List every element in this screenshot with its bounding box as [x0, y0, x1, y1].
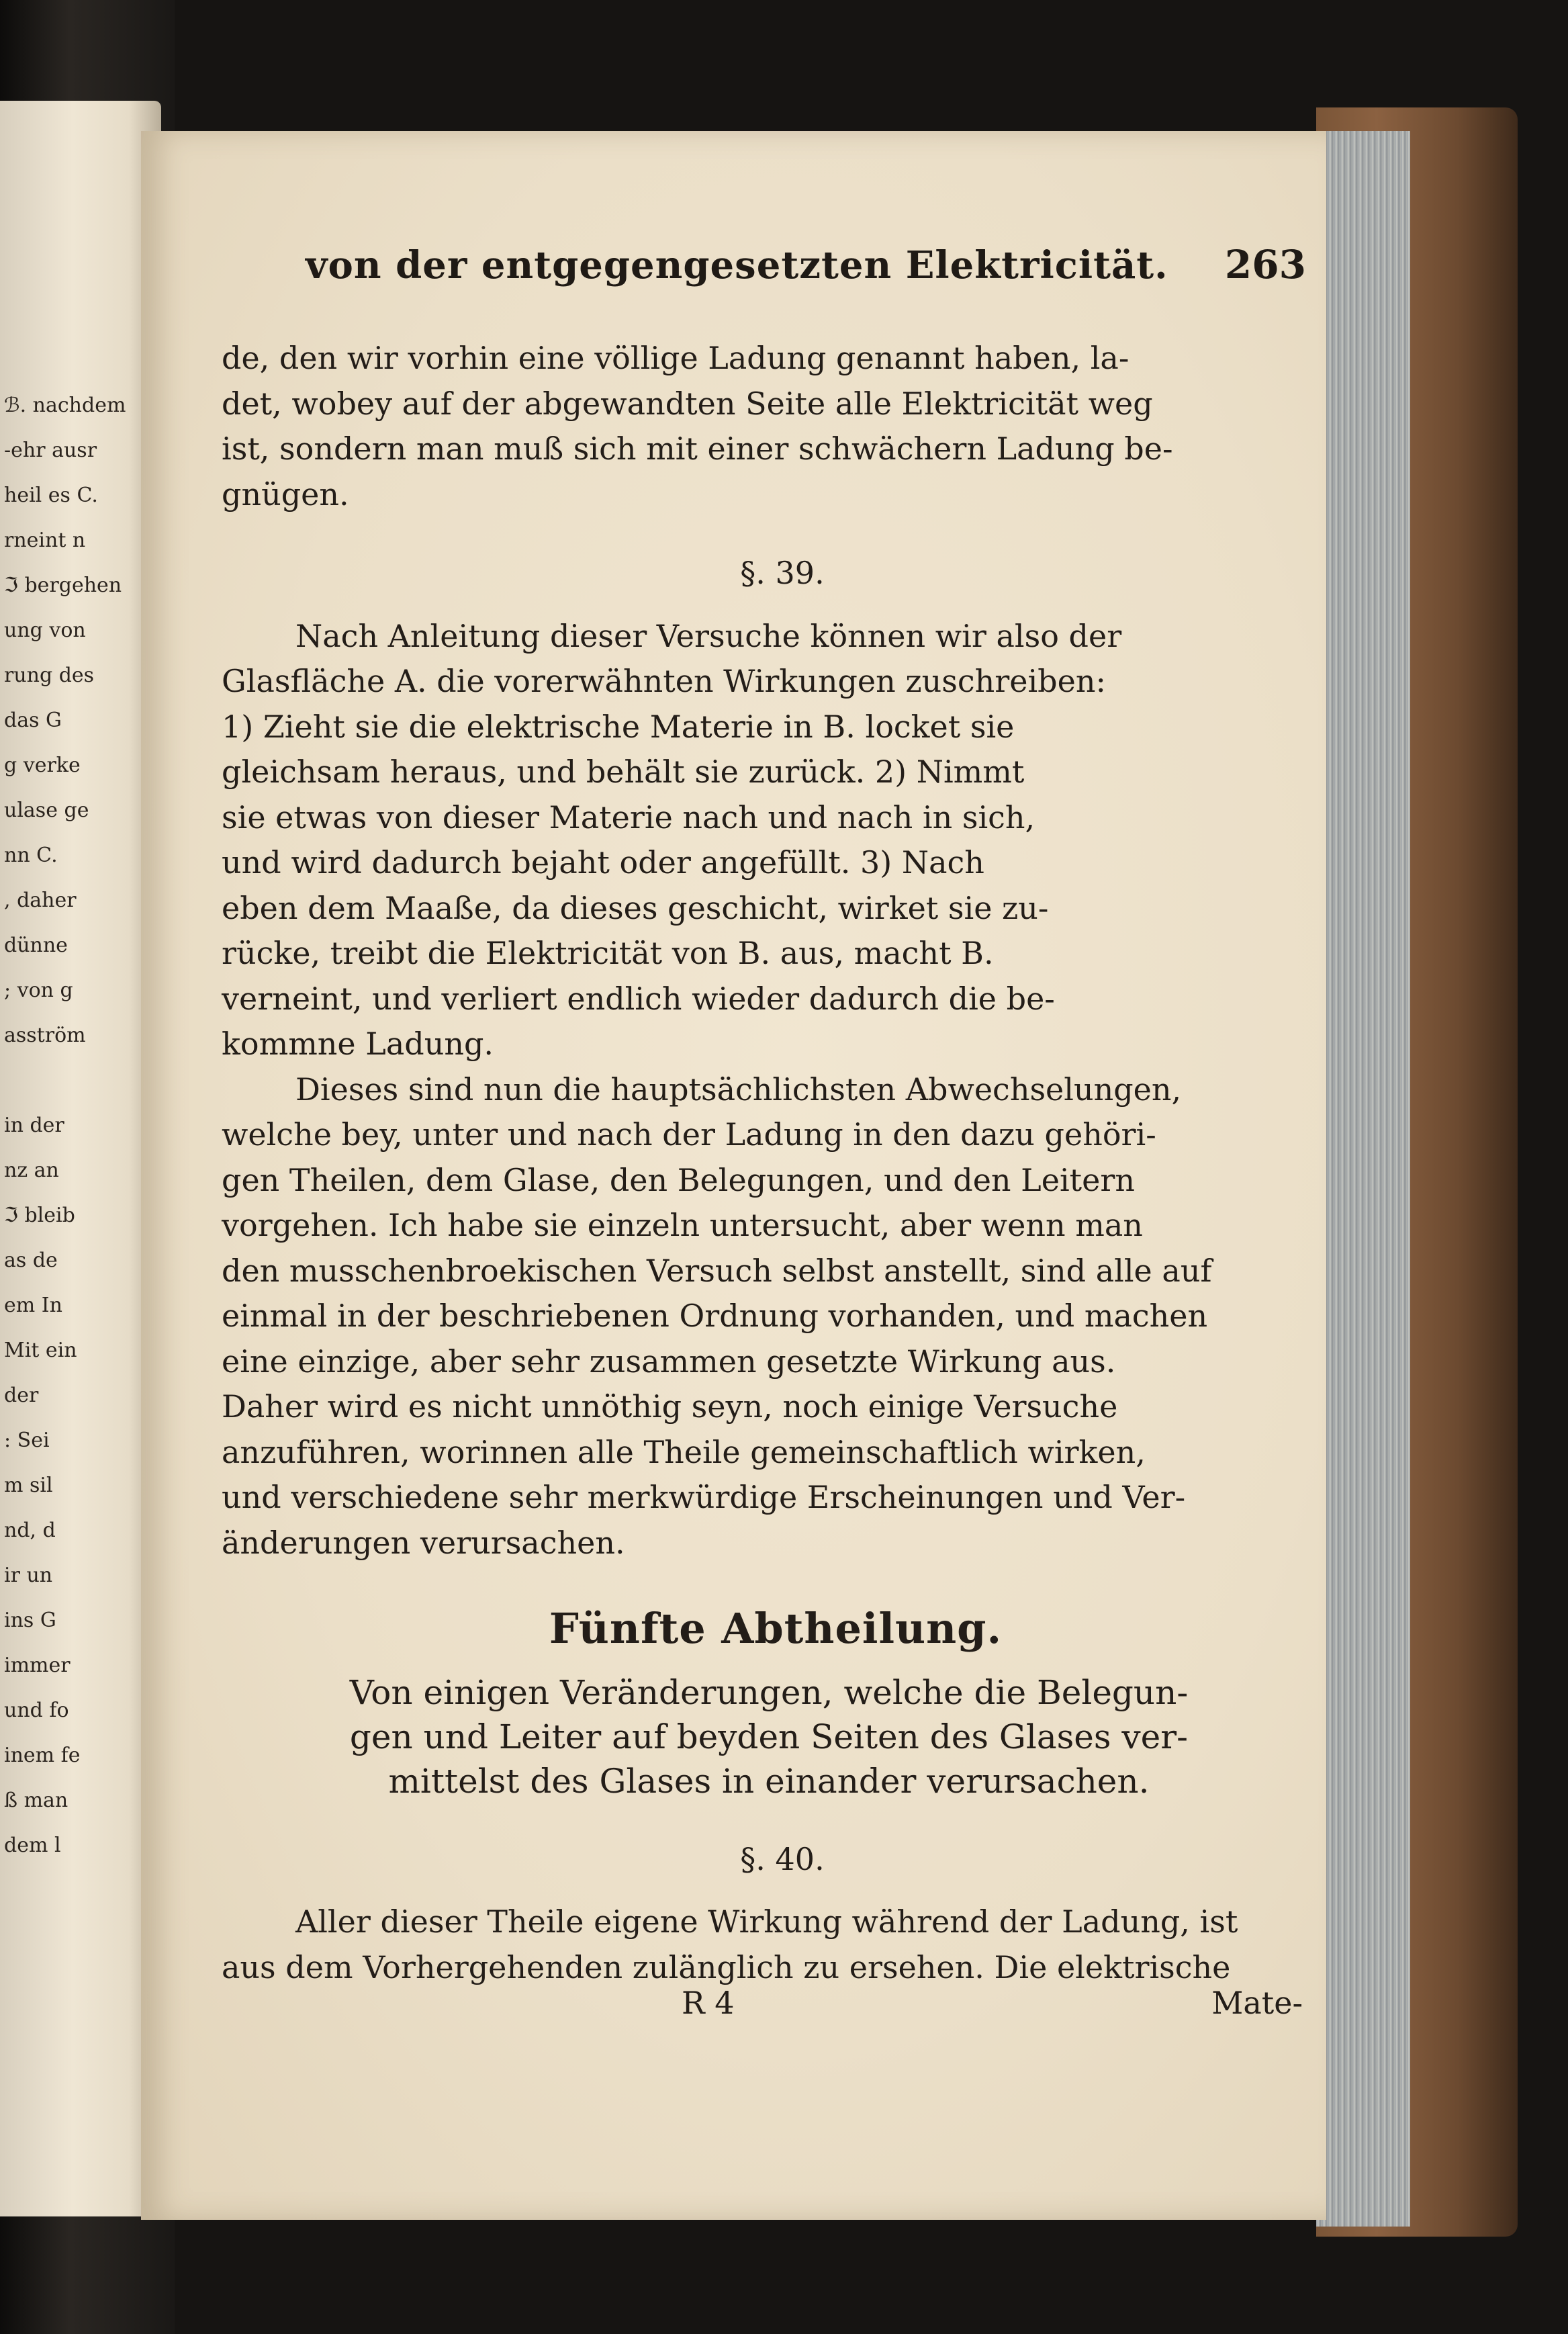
text-line: Glasfläche A. die vorerwähnten Wirkungen zuschreiben:: [222, 663, 1106, 699]
subtitle-line: mittelst des Glases in einander verursachen.: [388, 1761, 1150, 1801]
page-footer: [222, 1985, 1303, 2021]
fragment-line: ; von g: [4, 979, 73, 1002]
fragment-line: nd, d: [4, 1519, 56, 1542]
paragraph-continuation: [222, 336, 1303, 517]
chapter-subtitle: [222, 1670, 1303, 1803]
text-line: den musschenbroekischen Versuch selbst anstellt, sind alle auf: [222, 1252, 1212, 1289]
page-number: 263: [1224, 242, 1306, 287]
text-line: anzuführen, worinnen alle Theile gemeinschaftlich wirken,: [222, 1433, 1146, 1470]
facing-page-edge: [0, 101, 161, 2216]
running-title: von der entgegengesetzten Elektricität.: [306, 243, 1168, 287]
fragment-line: ung von: [4, 619, 86, 642]
text-line: Nach Anleitung dieser Versuche können wir also der: [295, 617, 1122, 654]
text-line: sie etwas von dieser Materie nach und nach in sich,: [222, 799, 1035, 836]
catchword: Mate-: [1211, 1985, 1303, 2021]
fragment-line: ulase ge: [4, 799, 89, 822]
text-line: eine einzige, aber sehr zusammen gesetzte Wirkung aus.: [222, 1343, 1116, 1380]
fragment-line: g verke: [4, 754, 81, 777]
text-line: ist, sondern man muß sich mit einer schwächern Ladung be-: [222, 431, 1173, 467]
fragment-line: rung des: [4, 664, 95, 687]
fragment-line: , daher: [4, 889, 77, 912]
text-line: Aller dieser Theile eigene Wirkung während der Ladung, ist: [295, 1903, 1238, 1940]
fragment-line: as de: [4, 1249, 58, 1272]
text-line: welche bey, unter und nach der Ladung in den dazu gehöri-: [222, 1116, 1156, 1153]
text-line: änderungen verursachen.: [222, 1524, 625, 1561]
fragment-line: rneint n: [4, 529, 86, 552]
paragraph-summary: [222, 1067, 1303, 1566]
text-line: rücke, treibt die Elektricität von B. aus, macht B.: [222, 935, 994, 971]
chapter-heading: Fünfte Abtheilung.: [549, 1604, 1003, 1653]
text-line: gen Theilen, dem Glase, den Belegungen, und den Leitern: [222, 1161, 1135, 1198]
fragment-line: [4, 1058, 157, 1103]
fragment-line: : Sei: [4, 1429, 50, 1452]
text-line: kommne Ladung.: [222, 1026, 494, 1062]
fragment-line: in der: [4, 1114, 64, 1137]
fragment-line: ℑ bergehen: [4, 574, 122, 597]
fragment-line: ß man: [4, 1789, 68, 1812]
text-line: gnügen.: [222, 476, 349, 512]
signature-mark: R 4: [682, 1985, 735, 2021]
text-line: eben dem Maaße, da dieses geschicht, wirket sie zu-: [222, 889, 1049, 926]
fragment-line: em In: [4, 1294, 62, 1317]
fragment-line: ins G: [4, 1609, 56, 1632]
fragment-line: ℬ. nachdem: [4, 394, 126, 417]
text-line: gleichsam heraus, und behält sie zurück. 2) Nimmt: [222, 754, 1025, 790]
facing-page-text-fragments: [4, 383, 157, 1868]
fragment-line: heil es C.: [4, 484, 98, 507]
fragment-line: -ehr ausr: [4, 439, 97, 462]
page-stack-edges: [1316, 131, 1410, 2227]
running-head: [306, 242, 1306, 287]
subtitle-line: gen und Leiter auf beyden Seiten des Glases ver-: [349, 1717, 1189, 1756]
fragment-line: nz an: [4, 1159, 59, 1182]
paragraph-section-39: [222, 614, 1303, 1067]
fragment-line: und fo: [4, 1699, 69, 1722]
text-line: vorgehen. Ich habe sie einzeln untersucht, aber wenn man: [222, 1207, 1143, 1243]
paragraph-section-40: [222, 1899, 1303, 1990]
fragment-line: Mit ein: [4, 1339, 77, 1362]
fragment-line: das G: [4, 709, 62, 732]
fragment-line: dünne: [4, 934, 68, 957]
section-number-40: §. 40.: [740, 1840, 825, 1877]
text-line: Dieses sind nun die hauptsächlichsten Abwechselungen,: [295, 1071, 1182, 1108]
text-line: und verschiedene sehr merkwürdige Erscheinungen und Ver-: [222, 1479, 1186, 1515]
subtitle-line: Von einigen Veränderungen, welche die Belegun-: [349, 1672, 1189, 1712]
fragment-line: der: [4, 1384, 39, 1407]
section-number-39: §. 39.: [740, 555, 825, 591]
text-line: de, den wir vorhin eine völlige Ladung genannt haben, la-: [222, 340, 1129, 376]
fragment-line: ℑ bleib: [4, 1204, 75, 1227]
book-page: [141, 131, 1326, 2220]
fragment-line: dem l: [4, 1834, 61, 1857]
text-line: aus dem Vorhergehenden zulänglich zu ersehen. Die elektrische: [222, 1948, 1231, 1985]
text-line: 1) Zieht sie die elektrische Materie in B. locket sie: [222, 708, 1015, 745]
fragment-line: ir un: [4, 1564, 53, 1587]
text-line: Daher wird es nicht unnöthig seyn, noch einige Versuche: [222, 1388, 1118, 1425]
fragment-line: nn C.: [4, 844, 58, 867]
fragment-line: asström: [4, 1024, 86, 1047]
fragment-line: inem fe: [4, 1744, 81, 1767]
body-text: [222, 336, 1303, 1990]
text-line: und wird dadurch bejaht oder angefüllt. 3) Nach: [222, 844, 984, 881]
text-line: einmal in der beschriebenen Ordnung vorhanden, und machen: [222, 1298, 1208, 1334]
fragment-line: immer: [4, 1654, 71, 1677]
text-line: verneint, und verliert endlich wieder dadurch die be-: [222, 980, 1055, 1017]
fragment-line: m sil: [4, 1474, 53, 1497]
text-line: det, wobey auf der abgewandten Seite alle Elektricität weg: [222, 385, 1153, 422]
